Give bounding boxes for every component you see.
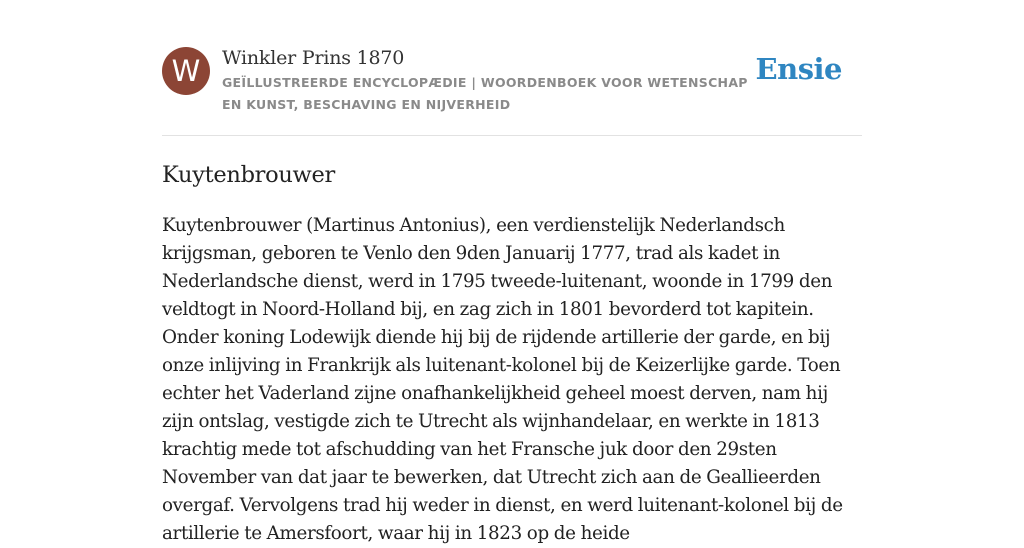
entry-title: Kuytenbrouwer bbox=[162, 162, 335, 188]
source-title[interactable]: Winkler Prins 1870 bbox=[222, 47, 405, 69]
entry-body: Kuytenbrouwer (Martinus Antonius), een verdienstelijk Nederlandsch krijgsman, geboren te Venlo den 9den Januarij 1777, trad als kadet in Nederlandsche dienst, werd in 1795 tweede-luitenant, woonde in 1799 den veldtogt in Noord-Holland bij, en zag zich in 1801 bevorderd tot kapitein. Onder koning Lodewijk diende hij bij de rijdende artillerie der garde, en bij onze inlijving in Frankrijk als luitenant-kolonel bij de Keizerlijke garde. Toen echter het Vaderland zijne onafhankelijkheid geheel moest derven, nam hij zijn ontslag, vestigde zich te Utrecht als wijnhandelaar, en werkte in 1813 krachtig mede tot afschudding van het Fransche juk door den 29sten November van dat jaar te bewerken, dat Utrecht zich aan de Geallieerden overgaf. Vervolgens trad hij weder in dienst, en werd luitenant-kolonel bij de artillerie te Amersfoort, waar hij in 1823 op de heide bbox=[162, 215, 843, 544]
source-info bbox=[222, 45, 762, 116]
page-container bbox=[162, 0, 862, 544]
brand-logo-link[interactable]: Ensie bbox=[755, 52, 842, 86]
source-header bbox=[162, 0, 862, 136]
source-subtitle: GEÏLLUSTREERDE ENCYCLOPÆDIE | WOORDENBOEK VOOR WETENSCHAP EN KUNST, BESCHAVING EN NIJVERHEID bbox=[222, 75, 748, 112]
source-avatar[interactable]: W bbox=[162, 47, 210, 95]
